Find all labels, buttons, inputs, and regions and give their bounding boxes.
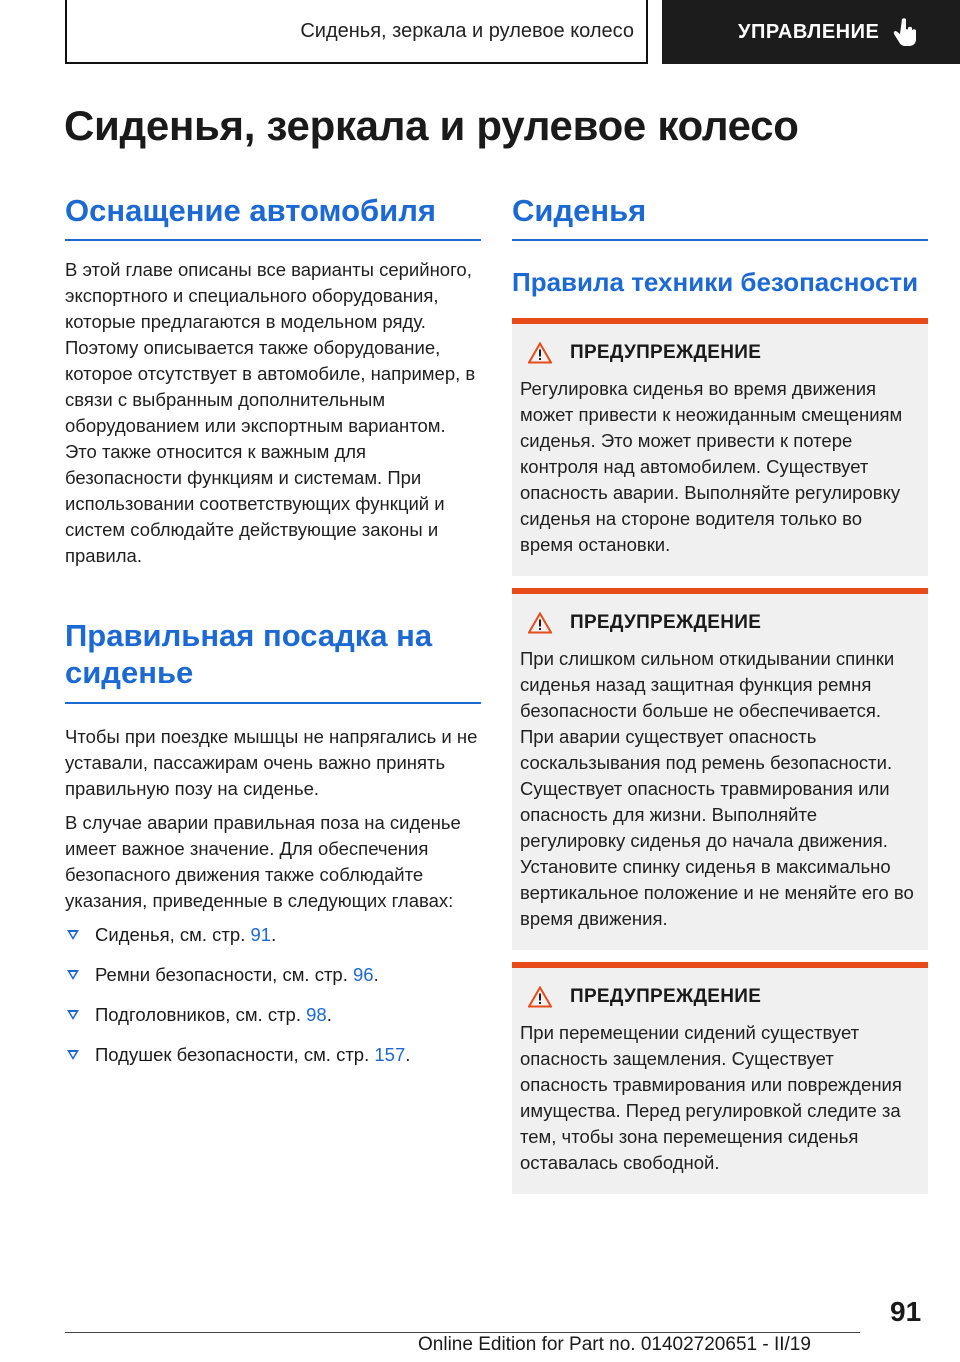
bullet-triangle-icon xyxy=(67,1050,79,1060)
bullet-triangle-icon xyxy=(67,970,79,980)
heading-safety-rules: Правила техники безопасности xyxy=(512,267,919,298)
header-chapter xyxy=(662,0,960,64)
page-link[interactable]: 96 xyxy=(353,963,374,985)
reference-list xyxy=(65,922,481,1068)
page-link[interactable]: 98 xyxy=(306,1003,327,1025)
warning-triangle-icon xyxy=(528,612,552,634)
hand-pointer-icon xyxy=(893,17,919,47)
warning-label: ПРЕДУПРЕЖДЕНИЕ xyxy=(570,986,762,1008)
page-number: 91 xyxy=(890,1296,922,1327)
bullet-triangle-icon xyxy=(67,1010,79,1020)
warning-box xyxy=(512,588,928,950)
warning-header xyxy=(520,342,918,364)
warning-box xyxy=(512,318,928,576)
warning-label: ПРЕДУПРЕЖДЕНИЕ xyxy=(570,612,762,634)
page-link[interactable]: 157 xyxy=(374,1043,406,1065)
footer-divider xyxy=(65,1332,860,1333)
heading-equipment: Оснащение автомобиля xyxy=(65,188,481,241)
warning-box xyxy=(512,962,928,1194)
paragraph-equipment: В этой главе описаны все варианты серийного, экспортного и специального оборудования, которые предлагаются в модельном ряду. Поэтому описывается также оборудование, которое отсутствует в автомобиле, например, в связи с выбранным дополнительным оборудованием или экспортным вариантом. Это также относится к важным для безопасности функциям и системам. При использовании соответствующих функций и систем соблюдайте действующие законы и правила. xyxy=(65,259,476,567)
warning-text: Регулировка сиденья во время движения может привести к неожиданным смещениям сиденья. Это может привести к потере контроля над автомобилем. Существует опасность аварии. Выполняйте регулировку сиденья на стороне водителя только во время остановки. xyxy=(520,378,903,556)
paragraph-posture-2: В случае аварии правильная поза на сиденье имеет важное значение. Для обеспечения безопасного движения также соблюдайте указания, приведенные в следующих главах: xyxy=(65,811,461,911)
bullet-triangle-icon xyxy=(67,930,79,940)
warning-header xyxy=(520,986,918,1008)
paragraph-posture-1: Чтобы при поездке мышцы не напрягались и не уставали, пассажирам очень важно принять правильную позу на сиденье. xyxy=(65,725,478,799)
warning-label: ПРЕДУПРЕЖДЕНИЕ xyxy=(570,342,762,364)
warning-text: При слишком сильном откидывании спинки сиденья назад защитная функция ремня безопасности больше не обеспечивается. При аварии существует опасность соскальзывания под ремень безопасности. Существует опасность травмирования или опасность для жизни. Выполняйте регулировку сиденья до начала движения. Установите спинку сиденья в максимально вертикальное положение и не меняйте его во время движения. xyxy=(520,648,914,930)
list-item: Подушек безопасности, см. стр. 157. xyxy=(65,1042,481,1068)
page-link[interactable]: 91 xyxy=(250,923,272,945)
list-item: Подголовников, см. стр. 98. xyxy=(65,1002,481,1028)
page-title: Сиденья, зеркала и рулевое колесо xyxy=(64,102,799,149)
heading-seats: Сиденья xyxy=(512,188,928,241)
warning-triangle-icon xyxy=(528,986,552,1008)
warning-text: При перемещении сидений существует опасность защемления. Существует опасность травмирования или повреждения имущества. Перед регулировкой следите за тем, чтобы зона перемещения сиденья оставалась свободной. xyxy=(520,1022,902,1174)
list-item: Ремни безопасности, см. стр. 96. xyxy=(65,962,481,988)
warning-triangle-icon xyxy=(528,342,552,364)
heading-posture: Правильная посадка на сиденье xyxy=(65,613,481,703)
right-column xyxy=(512,188,928,1194)
header-chapter-text: УПРАВЛЕНИЕ xyxy=(738,20,880,43)
warning-header xyxy=(520,612,918,634)
header-section-title xyxy=(65,0,648,64)
header-section-title-text: Сиденья, зеркала и рулевое колесо xyxy=(300,19,634,42)
left-column xyxy=(65,188,481,1082)
list-item: Сиденья, см. стр. 91. xyxy=(65,922,481,948)
edition-footer: Online Edition for Part no. 01402720651 - II/19 xyxy=(418,1334,811,1355)
